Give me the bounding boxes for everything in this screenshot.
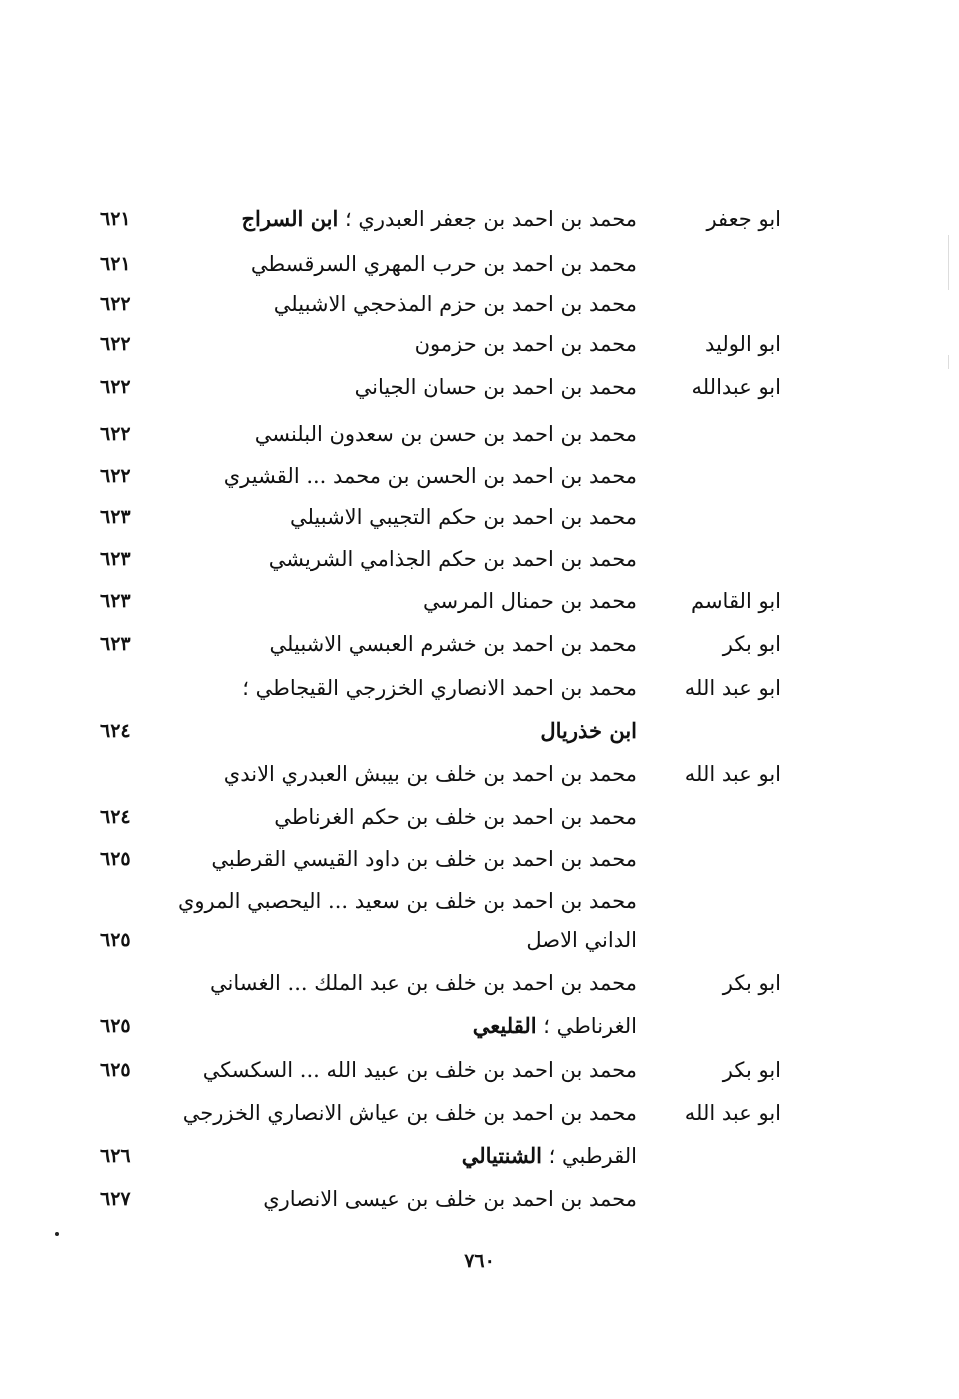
entry-name-text: محمد بن احمد بن خلف بن داود القيسي القرطبي	[211, 847, 637, 871]
entry-page-number: ٦٢٧	[100, 1188, 131, 1210]
entry-name-text: محمد بن احمد بن خلف بن حكم الغرناطي	[274, 805, 637, 829]
entry-page-number: ٦٢١	[100, 208, 131, 230]
entry-name	[117, 198, 637, 240]
entry-kunya: ابو عبد الله	[684, 762, 781, 786]
entry-page-number: ٦٢٣	[100, 590, 131, 612]
entry-name	[117, 283, 637, 325]
index-entry	[0, 962, 959, 1004]
index-entry	[0, 919, 959, 961]
entry-name	[117, 919, 637, 961]
entry-name-text: محمد بن احمد بن خلف بن سعيد ... اليحصبي المروي	[177, 889, 637, 913]
entry-page-number: ٦٢٣	[100, 506, 131, 528]
entry-name	[117, 1005, 637, 1047]
entry-name-bold: ابن خذريال	[540, 718, 637, 743]
entry-name-text: محمد بن احمد بن حرب المهري السرقسطي	[250, 252, 637, 276]
entry-page-number: ٦٢٦	[100, 1145, 131, 1167]
entry-page-number: ٦٢٣	[100, 633, 131, 655]
entry-name	[117, 710, 637, 752]
index-entry	[0, 753, 959, 795]
entry-name	[117, 623, 637, 665]
entry-page-number: ٦٢٥	[100, 1059, 131, 1081]
entry-name	[117, 962, 637, 1004]
entry-name-text: محمد بن احمد بن الحسن بن محمد ... القشيري	[223, 464, 637, 488]
entry-name-bold: القليعي	[472, 1013, 537, 1038]
index-entry	[0, 838, 959, 880]
entry-page-number: ٦٢٢	[100, 293, 131, 315]
index-entry	[0, 667, 959, 709]
index-entry	[0, 366, 959, 408]
entry-page-number: ٦٢٢	[100, 465, 131, 487]
entry-name-text: محمد بن احمد الانصاري الخزرجي القيجاطي ؛	[242, 676, 637, 700]
index-entry	[0, 1178, 959, 1220]
index-entry	[0, 1049, 959, 1091]
entry-kunya: ابو جعفر	[706, 207, 781, 231]
entry-name-text: محمد بن احمد بن جعفر العبدري ؛	[338, 207, 637, 231]
index-entry	[0, 243, 959, 285]
entry-name	[117, 1178, 637, 1220]
entry-name	[117, 496, 637, 538]
entry-name	[117, 796, 637, 838]
entry-kunya: ابو بكر	[722, 1058, 781, 1082]
entry-name-bold: ابن السراج	[241, 206, 339, 231]
index-entry	[0, 538, 959, 580]
entry-page-number: ٦٢٥	[100, 848, 131, 870]
entry-page-number: ٦٢٣	[100, 548, 131, 570]
entry-name-text: محمد بن احمد بن خلف بن عياش الانصاري الخزرجي	[182, 1101, 637, 1125]
index-entry	[0, 323, 959, 365]
index-entry	[0, 283, 959, 325]
entry-page-number: ٦٢٢	[100, 423, 131, 445]
stray-dot	[55, 1232, 59, 1236]
entry-kunya: ابو عبد الله	[684, 676, 781, 700]
entry-name-text: محمد بن احمد بن خلف بن بيبش العبدري الاندي	[223, 762, 637, 786]
entry-name-text: محمد بن احمد بن خشرم العبسي الاشبيلي	[269, 632, 637, 656]
index-entry	[0, 796, 959, 838]
index-entry	[0, 580, 959, 622]
entry-name-text: الداني الاصل	[526, 928, 637, 952]
entry-kunya: ابو الوليد	[704, 332, 781, 356]
entry-name-text: محمد بن احمد بن خلف بن عبد الملك ... الغساني	[210, 971, 637, 995]
entry-name-text: محمد بن احمد بن حسان الجياني	[354, 375, 637, 399]
entry-kunya: ابو بكر	[722, 632, 781, 656]
entry-name	[117, 1135, 637, 1177]
entry-name	[117, 838, 637, 880]
index-entry	[0, 413, 959, 455]
entry-name-bold: الشنتيالي	[461, 1143, 542, 1168]
entry-name	[117, 753, 637, 795]
entry-name-text: القرطبي ؛	[541, 1144, 637, 1168]
index-entry	[0, 198, 959, 240]
entry-name	[117, 366, 637, 408]
entry-page-number: ٦٢٢	[100, 376, 131, 398]
entry-name-text: محمد بن احمد بن خلف بن عبيد الله ... السكسكي	[202, 1058, 637, 1082]
entry-name	[117, 413, 637, 455]
entry-name	[117, 243, 637, 285]
page-number: ٧٦٠	[464, 1250, 495, 1272]
entry-page-number: ٦٢٤	[100, 720, 131, 742]
entry-name-text: محمد بن احمد بن حسن بن سعدون البلنسي	[254, 422, 637, 446]
index-entry	[0, 496, 959, 538]
index-entry	[0, 710, 959, 752]
entry-kunya: ابو عبد الله	[684, 1101, 781, 1125]
entry-name	[117, 455, 637, 497]
entry-name	[117, 880, 637, 922]
entry-name	[117, 580, 637, 622]
entry-name	[117, 538, 637, 580]
entry-name-text: محمد بن احمد بن خلف بن عيسى الانصاري	[263, 1187, 637, 1211]
entry-name-text: محمد بن احمد بن حزمون	[414, 332, 637, 356]
entry-page-number: ٦٢٥	[100, 929, 131, 951]
index-entry	[0, 1005, 959, 1047]
entry-name	[117, 1049, 637, 1091]
entry-name-text: محمد بن حمنال المرسي	[423, 589, 637, 613]
entry-kunya: ابو القاسم	[690, 589, 781, 613]
entry-name	[117, 323, 637, 365]
entry-name-text: محمد بن احمد بن حكم الجذامي الشريشي	[268, 547, 637, 571]
entry-kunya: ابو بكر	[722, 971, 781, 995]
entry-page-number: ٦٢٤	[100, 806, 131, 828]
entry-name	[117, 1092, 637, 1134]
index-entry	[0, 1135, 959, 1177]
index-entry	[0, 880, 959, 922]
entry-page-number: ٦٢٢	[100, 333, 131, 355]
entry-name-text: الغرناطي ؛	[536, 1014, 637, 1038]
entry-kunya: ابو عبدالله	[691, 375, 781, 399]
index-entry	[0, 455, 959, 497]
entry-name-text: محمد بن احمد بن حكم التجيبي الاشبيلي	[289, 505, 637, 529]
entry-page-number: ٦٢٥	[100, 1015, 131, 1037]
entry-page-number: ٦٢١	[100, 253, 131, 275]
index-entry	[0, 623, 959, 665]
entry-name	[117, 667, 637, 709]
entry-name-text: محمد بن احمد بن حزم المذحجي الاشبيلي	[273, 292, 637, 316]
index-entry	[0, 1092, 959, 1134]
